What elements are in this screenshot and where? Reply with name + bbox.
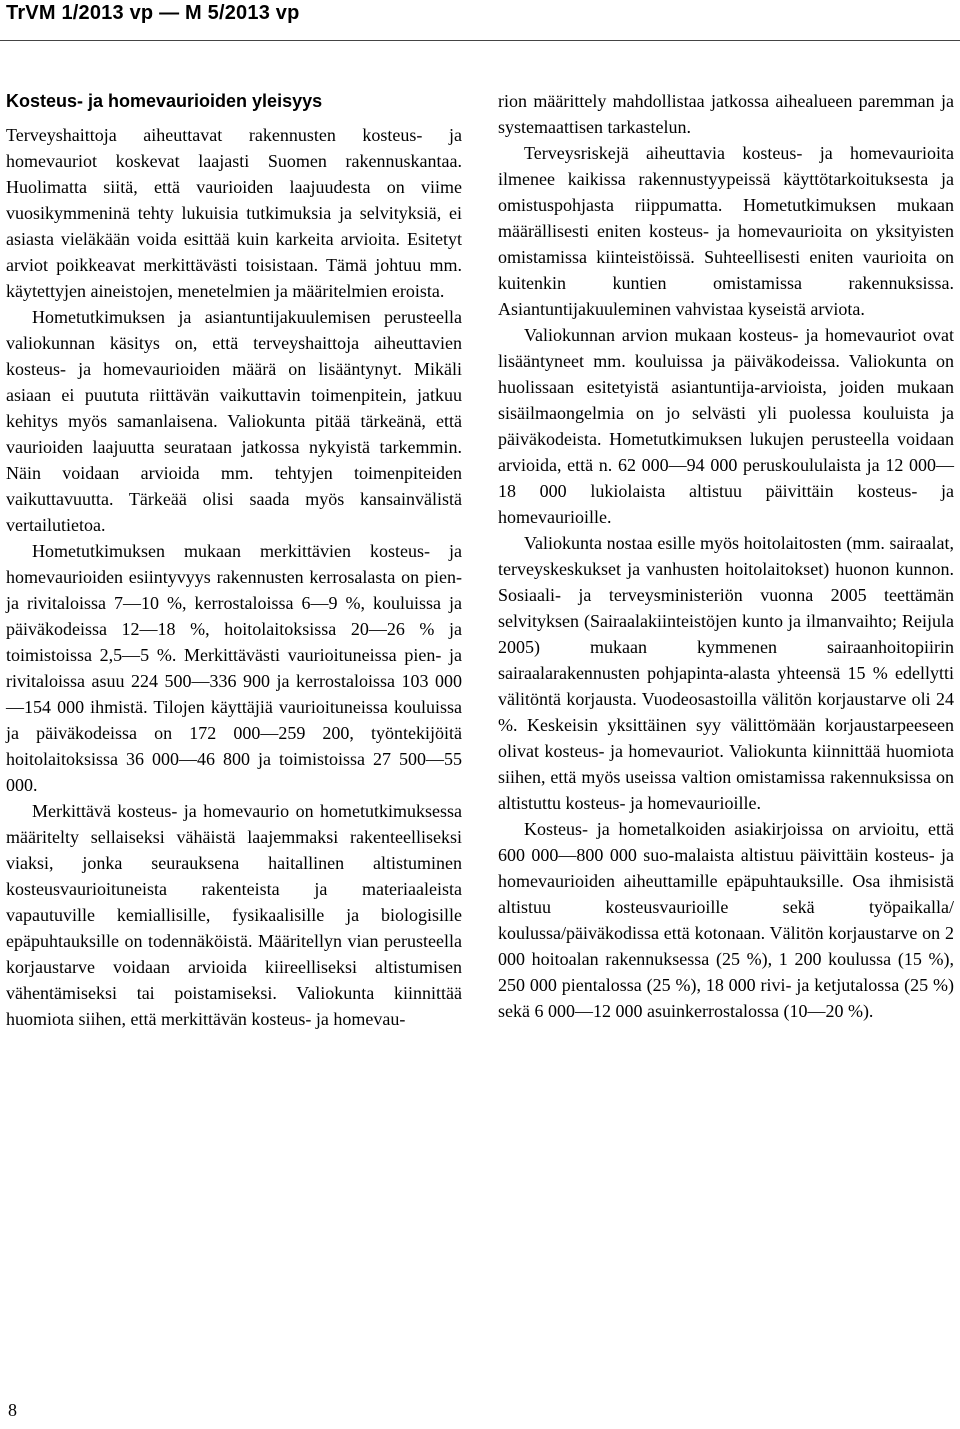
paragraph: Valiokunnan arvion mukaan kosteus- ja homevauriot ovat lisääntyneet mm. kouluissa ja päiväkodeissa. Valiokunta on huolissaan esitetyistä asiantuntija-arvioista, joiden mukaan sisäilmaongelmia on jo selvästi yli puolessa kouluista ja päiväkodeista. Hometutkimuksen lukujen perusteella voidaan arvioida, että n. 62 000—94 000 peruskoululaista ja 12 000—18 000 lukiolaista altistuu päivittäin kosteus- ja homevaurioille. <box>498 325 954 527</box>
paragraph: Terveysriskejä aiheuttavia kosteus- ja homevaurioita ilmenee kaikissa rakennustyypeissä käyttötarkoituksesta ja omistuspohjasta riippumatta. Hometutkimuksen mukaan määrällisesti eniten kosteus- ja homevaurioita on yksityisten omistamissa kiinteistöissä. Suhteellisesti eniten vaurioita on kuitenkin kuntien omistamissa rakennuksissa. Asiantuntijakuuleminen vahvistaa kyseistä arviota. <box>498 143 954 319</box>
left-column <box>6 88 462 1032</box>
paragraph: Hometutkimuksen mukaan merkittävien kosteus- ja homevaurioiden esiintyvyys rakennusten kerrosalasta on pien- ja rivitaloissa 7—10 %, kerrostaloissa 6—9 %, kouluissa ja päiväkodeissa 12—18 %, hoitolaitoksissa 20—26 % ja toimistoissa 2,5—5 %. Merkittävästi vaurioituneissa pien- ja rivitaloissa asuu 224 500—336 900 ja kerrostaloissa 103 000—154 000 ihmistä. Tilojen käyttäjiä vaurioituneissa kouluissa ja päiväkodeissa on 172 000—259 200, työntekijöitä hoitolaitoksissa 36 000—46 800 ja toimistoissa 27 500—55 000. <box>6 541 462 795</box>
header-rule <box>0 40 960 41</box>
paragraph: rion määrittely mahdollistaa jatkossa aihealueen paremman ja systemaattisen tarkastelun. <box>498 91 954 137</box>
page-number: 8 <box>8 1400 17 1420</box>
paragraph: Terveyshaittoja aiheuttavat rakennusten kosteus- ja homevauriot koskevat laajasti Suomen rakennuskantaa. Huolimatta siitä, että vaurioiden laajuudesta on viime vuosikymmeninä tehty lukuisia tutkimuksia ja selvityksiä, ei asiasta vieläkään voida esittää kuin karkeita arvioita. Esitetyt arviot poikkeavat merkittävästi toisistaan. Tämä johtuu mm. käytettyjen aineistojen, menetelmien ja määritelmien eroista. <box>6 125 462 301</box>
section-heading: Kosteus- ja homevaurioiden yleisyys <box>6 91 323 111</box>
running-header: TrVM 1/2013 vp — M 5/2013 vp <box>6 2 300 24</box>
paragraph: Hometutkimuksen ja asiantuntijakuulemisen perusteella valiokunnan käsitys on, että terveyshaittoja aiheuttavien kosteus- ja homevaurioiden määrä on lisääntynyt. Mikäli asiaan ei puututa riittävän vaikuttavin toimenpitein, jatkuu kehitys myös samanlaisena. Valiokunta pitää tärkeänä, että vaurioiden laajuutta seurataan jatkossa nykyistä tarkemmin. Näin voidaan arvioida mm. tehtyjen toimenpiteiden vaikuttavuutta. Tärkeää olisi saada myös kansainvälistä vertailutietoa. <box>6 307 462 535</box>
paragraph: Merkittävä kosteus- ja homevaurio on hometutkimuksessa määritelty sellaiseksi vähäistä laajemmaksi rakenteelliseksi viaksi, jonka seurauksena haitallinen altistuminen kosteusvaurioituneista rakenteista ja materiaaleista vapautuville kemiallisille, fysikaalisille ja biologisille epäpuhtauksille on todennäköistä. Määritellyn vian perusteella korjaustarve voidaan arvioida kiireelliseksi altistumisen vähentämiseksi tai poistamiseksi. Valiokunta kiinnittää huomiota siihen, että merkittävän kosteus- ja homevau- <box>6 801 462 1029</box>
paragraph: Valiokunta nostaa esille myös hoitolaitosten (mm. sairaalat, terveyskeskukset ja vanhusten hoitolaitokset) huonon kunnon. Sosiaali- ja terveysministeriön vuonna 2005 teettämän selvityksen (Sairaalakiinteistöjen kunto ja ilmanvaihto; Reijula 2005) mukaan kymmenen sairaanhoitopiirin sairaalarakennusten pohjapinta-alasta yhteensä 15 % edellytti välitöntä korjausta. Vuodeosastoilla välitön korjaustarve oli 24 %. Keskeisin yksittäinen syy välittömään korjaustarpeeseen olivat kosteus- ja homevauriot. Valiokunta kiinnittää huomiota siihen, että myös useissa valtion omistamissa rakennuksissa on altistuttu kosteus- ja homevaurioille. <box>498 533 954 813</box>
right-column <box>498 88 954 1024</box>
paragraph: Kosteus- ja hometalkoiden asiakirjoissa on arvioitu, että 600 000—800 000 suo-malaista altistuu päivittäin kosteus- ja homevaurioiden aiheuttamille epäpuhtauksille. Osa ihmisistä altistuu kosteusvaurioille sekä työpaikalla/ koulussa/päiväkodissa että kotonaan. Välitön korjaustarve on 2 000 hoitoalan rakennuksessa (25 %), 1 200 koulussa (15 %), 250 000 pientalossa (25 %), 18 000 rivi- ja ketjutalossa (25 %) sekä 6 000—12 000 asuinkerrostalossa (10—20 %). <box>498 819 954 1021</box>
